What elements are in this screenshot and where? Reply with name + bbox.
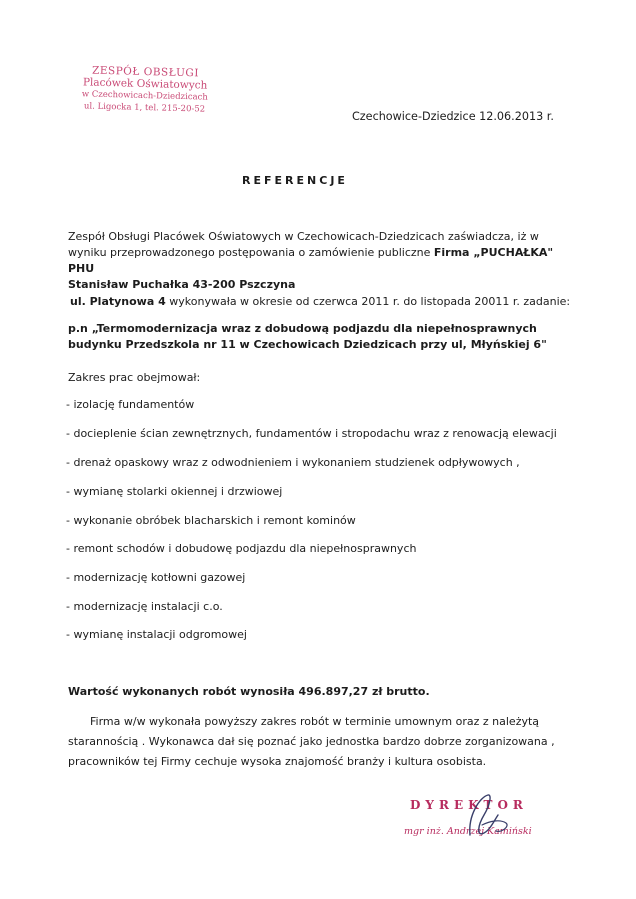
closing-line-1: Firma w/w wykonała powyższy zakres robót w terminie umownym oraz z należytą — [90, 715, 540, 728]
closing-paragraph — [68, 712, 568, 772]
stamp-line-1: ZESPÓŁ OBSŁUGI — [91, 64, 200, 80]
address-line — [70, 294, 590, 310]
director-stamp: DYREKTOR — [410, 798, 528, 812]
stamp-line-3: w Czechowicach-Dziedzicach — [81, 89, 208, 103]
scope-item: - remont schodów i dobudowę podjazdu dla niepełnosprawnych — [66, 542, 417, 555]
scope-item: - drenaż opaskowy wraz z odwodnieniem i wykonaniem studzienek odpływowych , — [66, 456, 520, 469]
document-date: Czechowice-Dziedzice 12.06.2013 r. — [352, 110, 554, 123]
scope-item: - modernizację instalacji c.o. — [66, 600, 223, 613]
scope-item: - wymianę instalacji odgromowej — [66, 628, 247, 641]
scope-item: - modernizację kotłowni gazowej — [66, 571, 246, 584]
closing-line-2: starannością . Wykonawca dał się poznać jako jednostka bardzo dobrze zorganizowana , — [68, 735, 555, 748]
company-street: ul. Platynowa 4 — [70, 295, 166, 308]
intro-company: Firma „PUCHAŁKA" PHU — [68, 246, 554, 275]
scope-item: - wymianę stolarki okiennej i drzwiowej — [66, 485, 283, 498]
stamp-line-2: Placówek Oświatowych — [82, 76, 208, 92]
contract-value: Wartość wykonanych robót wynosiła 496.897,27 zł brutto. — [68, 685, 430, 698]
scope-heading: Zakres prac obejmował: — [68, 371, 201, 384]
document-title: REFERENCJE — [242, 174, 348, 187]
scope-item: - izolację fundamentów — [66, 398, 195, 411]
signer-name: mgr inż. Andrzej Kamiński — [404, 826, 532, 837]
work-period-text: wykonywała w okresie od czerwca 2011 r. do listopada 20011 r. zadanie: — [165, 295, 571, 308]
project-name: p.n „Termomodernizacja wraz z dobudową podjazdu dla niepełnosprawnych budynku Przedszkola nr 11 w Czechowicach Dziedzicach przy ul, Młyńskiej 6" — [68, 322, 547, 351]
intro-text: Zespół Obsługi Placówek Oświatowych w Czechowicach-Dziedzicach zaświadcza, iż w wyniku przeprowadzonego postępowania o zamówienie publiczne — [68, 230, 539, 259]
intro-company-owner: Stanisław Puchałka 43-200 Pszczyna — [68, 278, 296, 291]
intro-paragraph — [68, 229, 568, 293]
handwritten-signature — [440, 785, 530, 855]
closing-line-3: pracowników tej Firmy cechuje wysoka znajomość branży i kultura osobista. — [68, 755, 487, 768]
scope-item: - docieplenie ścian zewnętrznych, fundamentów i stropodachu wraz z renowacją elewacji — [66, 427, 557, 440]
scope-item: - wykonanie obróbek blacharskich i remont kominów — [66, 514, 356, 527]
stamp-line-4: ul. Ligocka 1, tel. 215-20-52 — [83, 101, 206, 115]
institution-stamp — [59, 64, 230, 116]
